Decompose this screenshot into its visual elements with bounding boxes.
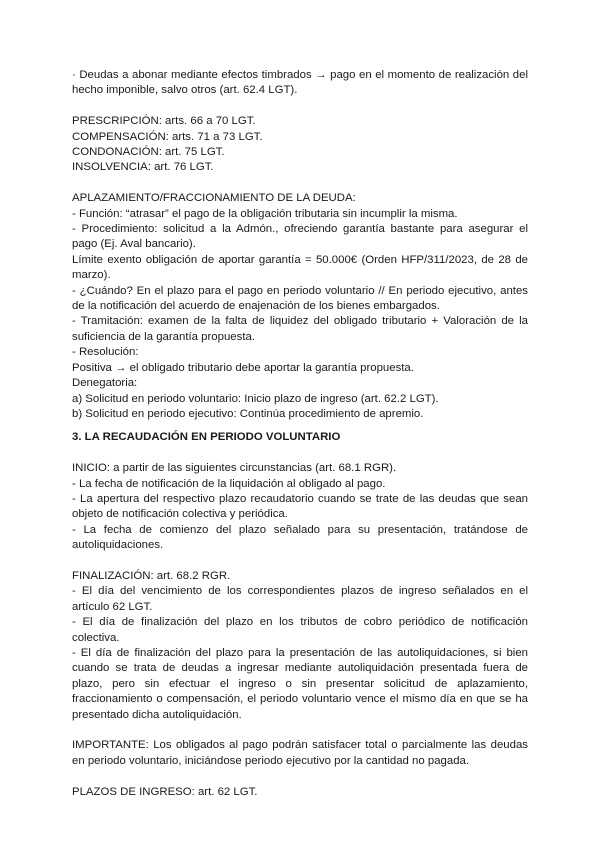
finalizacion-title: FINALIZACIÓN: art. 68.2 RGR. [72,569,231,582]
aplazamiento-resolucion: - Resolución: [72,346,139,359]
aplazamiento-limite: Límite exento obligación de aportar garantía = 50.000€ (Orden HFP/311/2023, de 28 de marzo). [72,253,528,282]
aplazamiento-denegatoria: Denegatoria: [72,377,138,390]
inicio-title: INICIO: a partir de las siguientes circunstancias (art. 68.1 RGR). [72,462,397,475]
aplazamiento-den-b: b) Solicitud en periodo ejecutivo: Continúa procedimiento de apremio. [72,407,424,420]
aplazamiento-den-a: a) Solicitud en periodo voluntario: Inicio plazo de ingreso (art. 62.2 LGT). [72,392,439,405]
importante-note: IMPORTANTE: Los obligados al pago podrán satisfacer total o parcialmente las deudas en periodo voluntario, iniciándose periodo ejecutivo por la cantidad no pagada. [72,739,528,767]
aplazamiento-tramitacion: - Tramitación: examen de la falta de liquidez del obligado tributario + Valoración de la suficiencia de la garantía propuesta. [72,315,528,343]
plazos-title: PLAZOS DE INGRESO: art. 62 LGT. [72,785,258,798]
aplazamiento-title: APLAZAMIENTO/FRACCIONAMIENTO DE LA DEUDA: [72,192,356,205]
prescripcion-line: PRESCRIPCIÓN: arts. 66 a 70 LGT. [72,115,256,128]
condonacion-line: CONDONACIÓN: art. 75 LGT. [72,146,225,159]
inicio-item-1: - La fecha de notificación de la liquidación al obligado al pago. [72,477,386,490]
aplazamiento-funcion: - Función: “atrasar” el pago de la obligación tributaria sin incumplir la misma. [72,207,458,220]
document-page [72,68,528,800]
intro-timbrados: · Deudas a abonar mediante efectos timbrados → pago en el momento de realización del hecho imponible, salvo otros (art. 62.4 LGT). [72,69,528,97]
compensacion-line: COMPENSACIÓN: arts. 71 a 73 LGT. [72,130,263,143]
finalizacion-item-2: - El día de finalización del plazo en los tributos de cobro periódico de notificación colectiva. [72,616,528,644]
aplazamiento-procedimiento: - Procedimiento: solicitud a la Admón., ofreciendo garantía bastante para asegurar el pago (Ej. Aval bancario). [72,223,528,251]
inicio-item-2: - La apertura del respectivo plazo recaudatorio cuando se trate de las deudas que sean objeto de notificación colectiva y periódica. [72,492,528,521]
aplazamiento-positiva: Positiva → el obligado tributario debe aportar la garantía propuesta. [72,361,414,374]
section-3-heading: 3. LA RECAUDACIÓN EN PERIODO VOLUNTARIO [72,431,341,444]
finalizacion-item-1: - El día del vencimiento de los correspondientes plazos de ingreso señalados en el artículo 62 LGT. [72,585,528,613]
insolvencia-line: INSOLVENCIA: art. 76 LGT. [72,161,214,174]
finalizacion-item-3: - El día de finalización del plazo para la presentación de las autoliquidaciones, si bien cuando se trata de deudas a ingresar mediante autoliquidación presentada fuera de plazo, pero sin efectuar el ingreso o sin presentar solicitud de aplazamiento, fraccionamiento o compensación, el periodo voluntario vence el mismo día en que se ha presentado dicha autoliquidación. [72,646,528,721]
inicio-item-3: - La fecha de comienzo del plazo señalado para su presentación, tratándose de autoliquidaciones. [72,523,528,552]
aplazamiento-cuando: - ¿Cuándo? En el plazo para el pago en periodo voluntario // En periodo ejecutivo, antes de la notificación del acuerdo de enajenación de los bienes embargados. [72,284,528,313]
